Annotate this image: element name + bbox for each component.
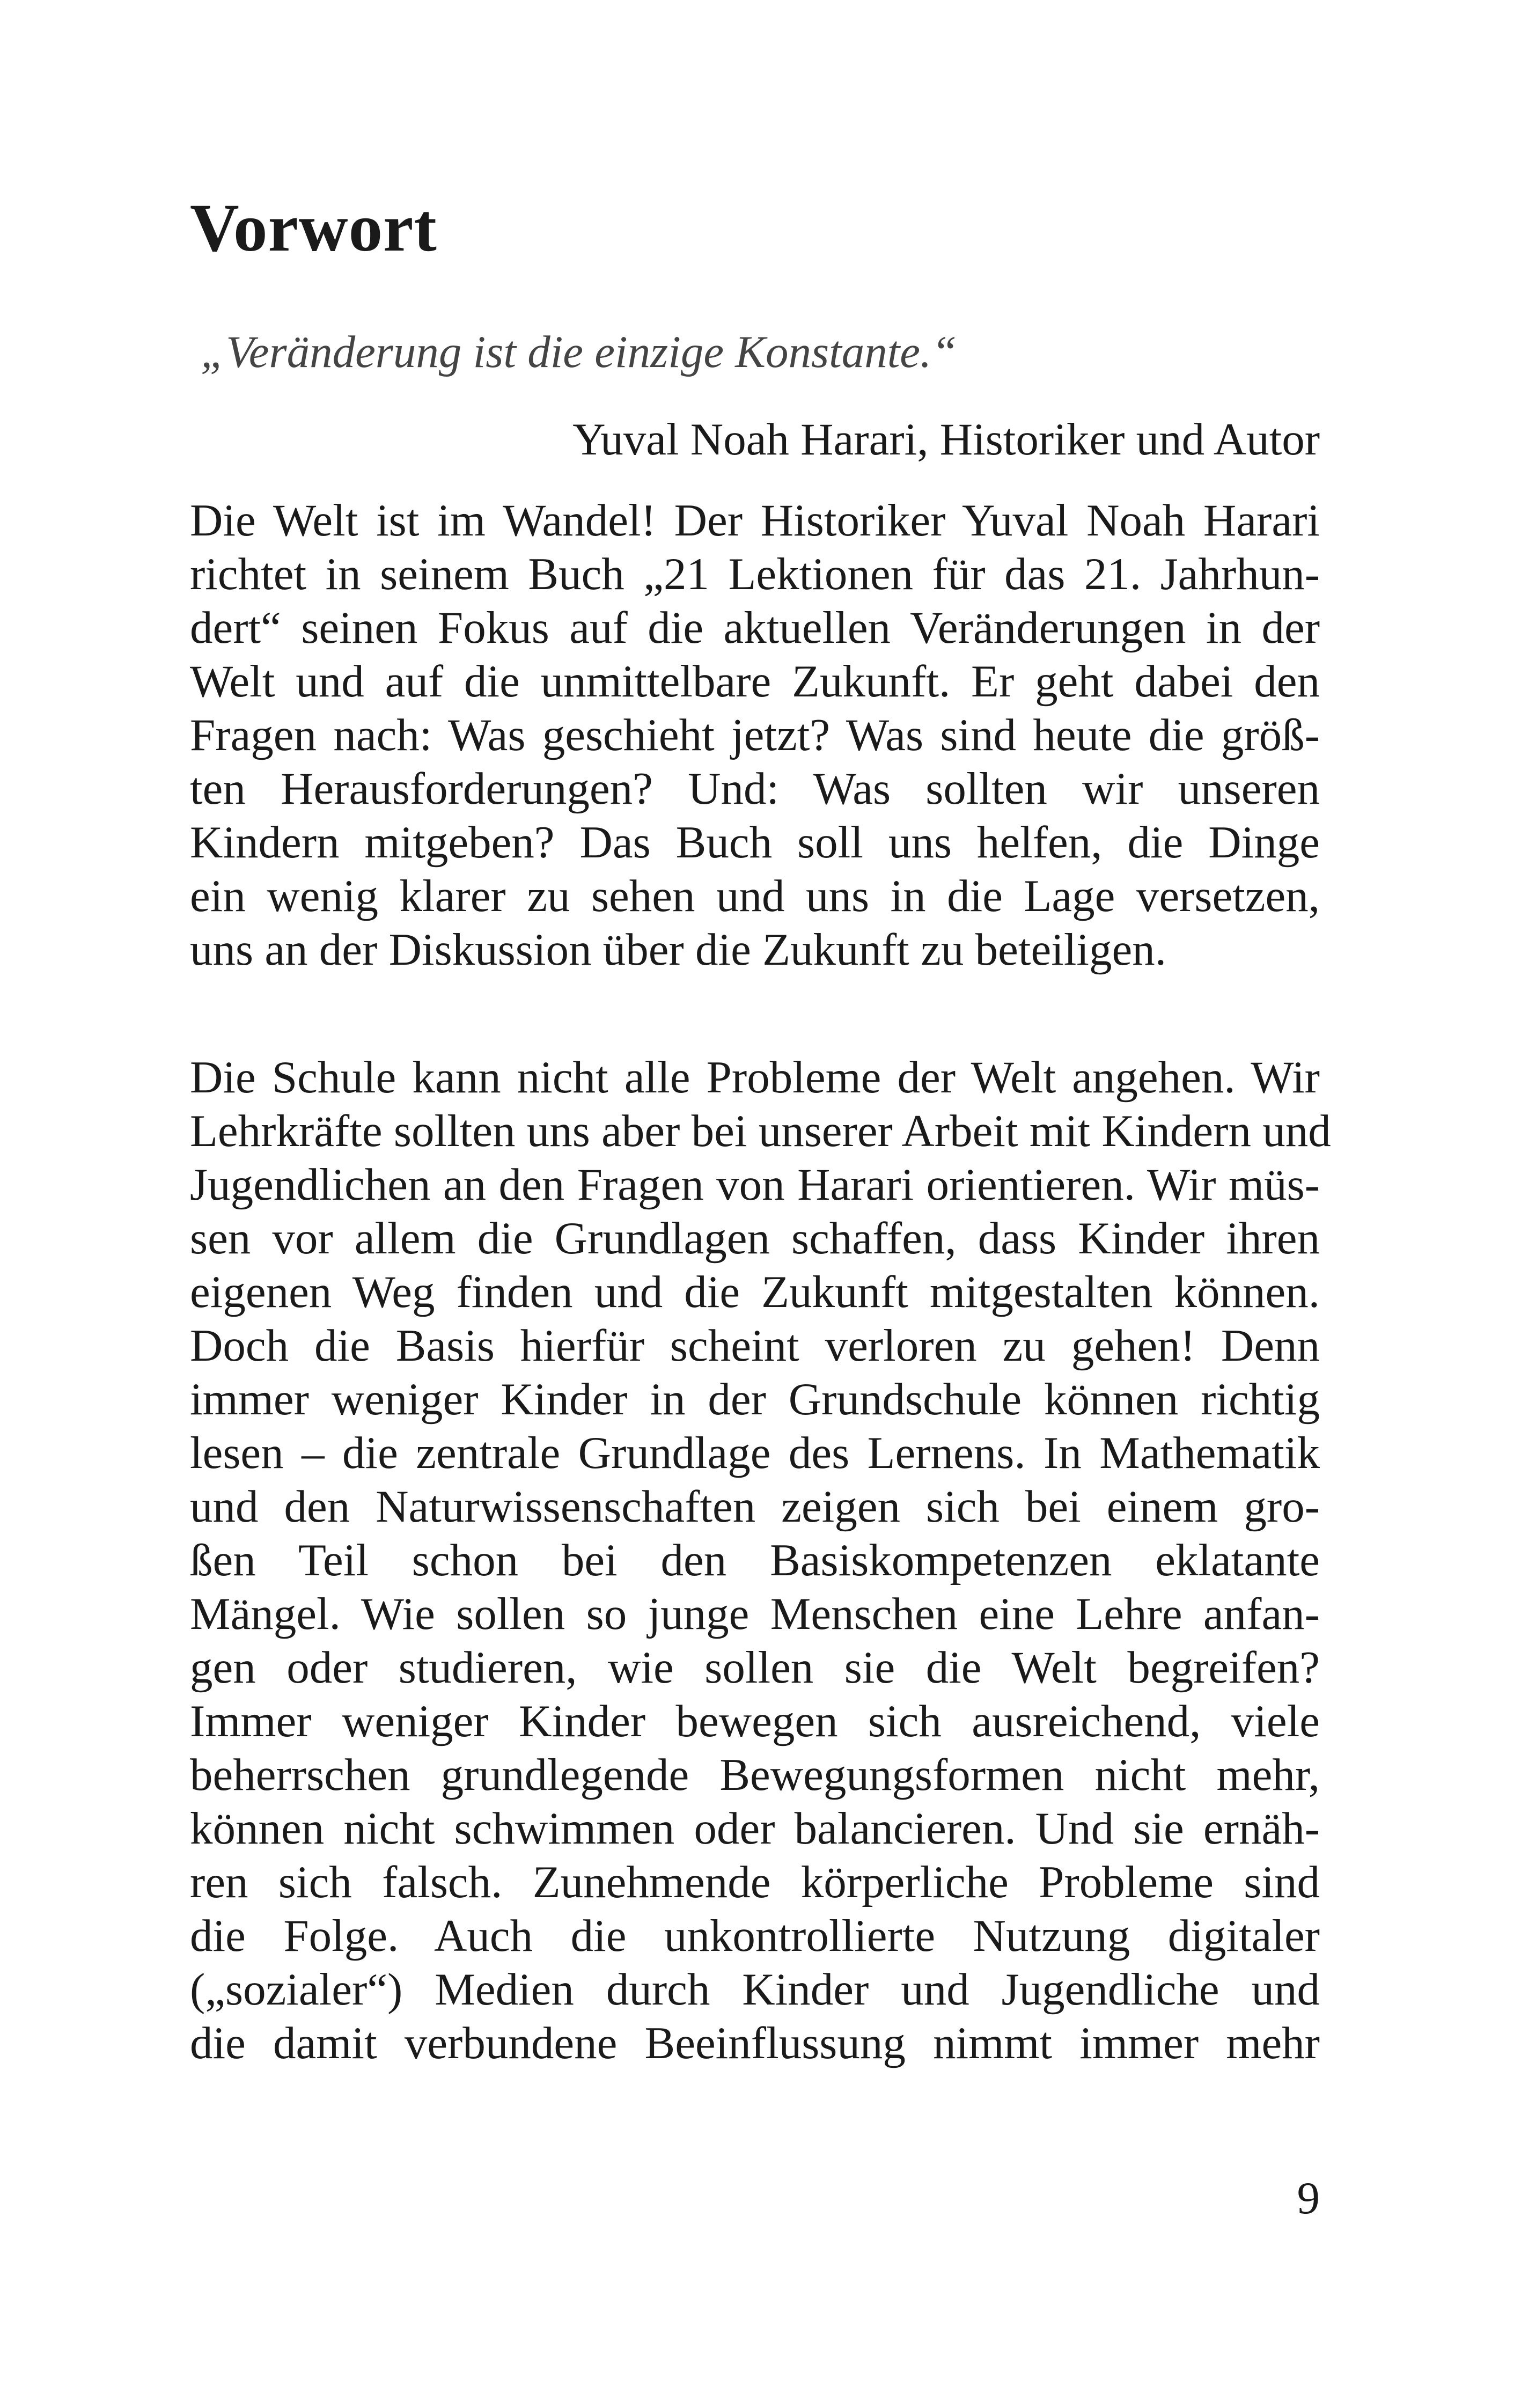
paragraph-line: Die Schule kann nicht alle Probleme der Welt angehen. Wir (190, 1052, 1320, 1103)
paragraph-line: Mängel. Wie sollen so junge Menschen eine Lehre anfan- (190, 1589, 1320, 1639)
paragraph-line: Fragen nach: Was geschieht jetzt? Was sind heute die größ- (190, 710, 1320, 760)
paragraph-line: die Folge. Auch die unkontrollierte Nutzung digitaler (190, 1911, 1320, 1961)
paragraph-line: Immer weniger Kinder bewegen sich ausreichend, viele (190, 1696, 1320, 1746)
paragraph-line: immer weniger Kinder in der Grundschule können richtig (190, 1374, 1320, 1425)
paragraph-line: eigenen Weg finden und die Zukunft mitgestalten können. (190, 1267, 1320, 1317)
paragraph-line: und den Naturwissenschaften zeigen sich bei einem gro- (190, 1481, 1320, 1532)
paragraph-line: Welt und auf die unmittelbare Zukunft. Er geht dabei den (190, 656, 1320, 707)
paragraph-line: Doch die Basis hierfür scheint verloren zu gehen! Denn (190, 1320, 1320, 1371)
paragraph-line: sen vor allem die Grundlagen schaffen, dass Kinder ihren (190, 1213, 1320, 1264)
paragraph-line: uns an der Diskussion über die Zukunft zu beteiligen. (190, 924, 1167, 975)
paragraph-line: Jugendlichen an den Fragen von Harari orientieren. Wir müs- (190, 1159, 1320, 1210)
paragraph-line: können nicht schwimmen oder balancieren. Und sie ernäh- (190, 1803, 1320, 1854)
paragraph-line: ten Herausforderungen? Und: Was sollten wir unseren (190, 763, 1320, 814)
paragraph-line: die damit verbundene Beeinflussung nimmt immer mehr (190, 2018, 1320, 2068)
paragraph-line: gen oder studieren, wie sollen sie die Welt begreifen? (190, 1642, 1320, 1693)
epigraph-quote: „Veränderung ist die einzige Konstante.“ (201, 327, 957, 377)
epigraph-attribution: Yuval Noah Harari, Historiker und Autor (572, 414, 1320, 465)
paragraph-2 (190, 1051, 1331, 2070)
paragraph-line: Lehrkräfte sollten uns aber bei unserer Arbeit mit Kindern und (190, 1106, 1331, 1156)
paragraph-line: ren sich falsch. Zunehmende körperliche Probleme sind (190, 1857, 1320, 1907)
paragraph-line: richtet in seinem Buch „21 Lektionen für das 21. Jahrhun- (190, 549, 1320, 599)
chapter-title: Vorwort (190, 190, 437, 266)
paragraph-line: dert“ seinen Fokus auf die aktuellen Veränderungen in der (190, 603, 1320, 653)
paragraph-1 (190, 494, 1320, 977)
page-number: 9 (1297, 2173, 1320, 2223)
paragraph-line: („sozialer“) Medien durch Kinder und Jugendliche und (190, 1964, 1320, 2015)
paragraph-line: beherrschen grundlegende Bewegungsformen nicht mehr, (190, 1750, 1320, 1800)
paragraph-line: ein wenig klarer zu sehen und uns in die Lage versetzen, (190, 871, 1320, 921)
book-page (190, 0, 1331, 2408)
paragraph-line: Kindern mitgeben? Das Buch soll uns helfen, die Dinge (190, 817, 1320, 868)
paragraph-line: lesen – die zentrale Grundlage des Lernens. In Mathematik (190, 1428, 1320, 1478)
paragraph-line: ßen Teil schon bei den Basiskompetenzen eklatante (190, 1535, 1320, 1585)
paragraph-line: Die Welt ist im Wandel! Der Historiker Yuval Noah Harari (190, 495, 1320, 546)
